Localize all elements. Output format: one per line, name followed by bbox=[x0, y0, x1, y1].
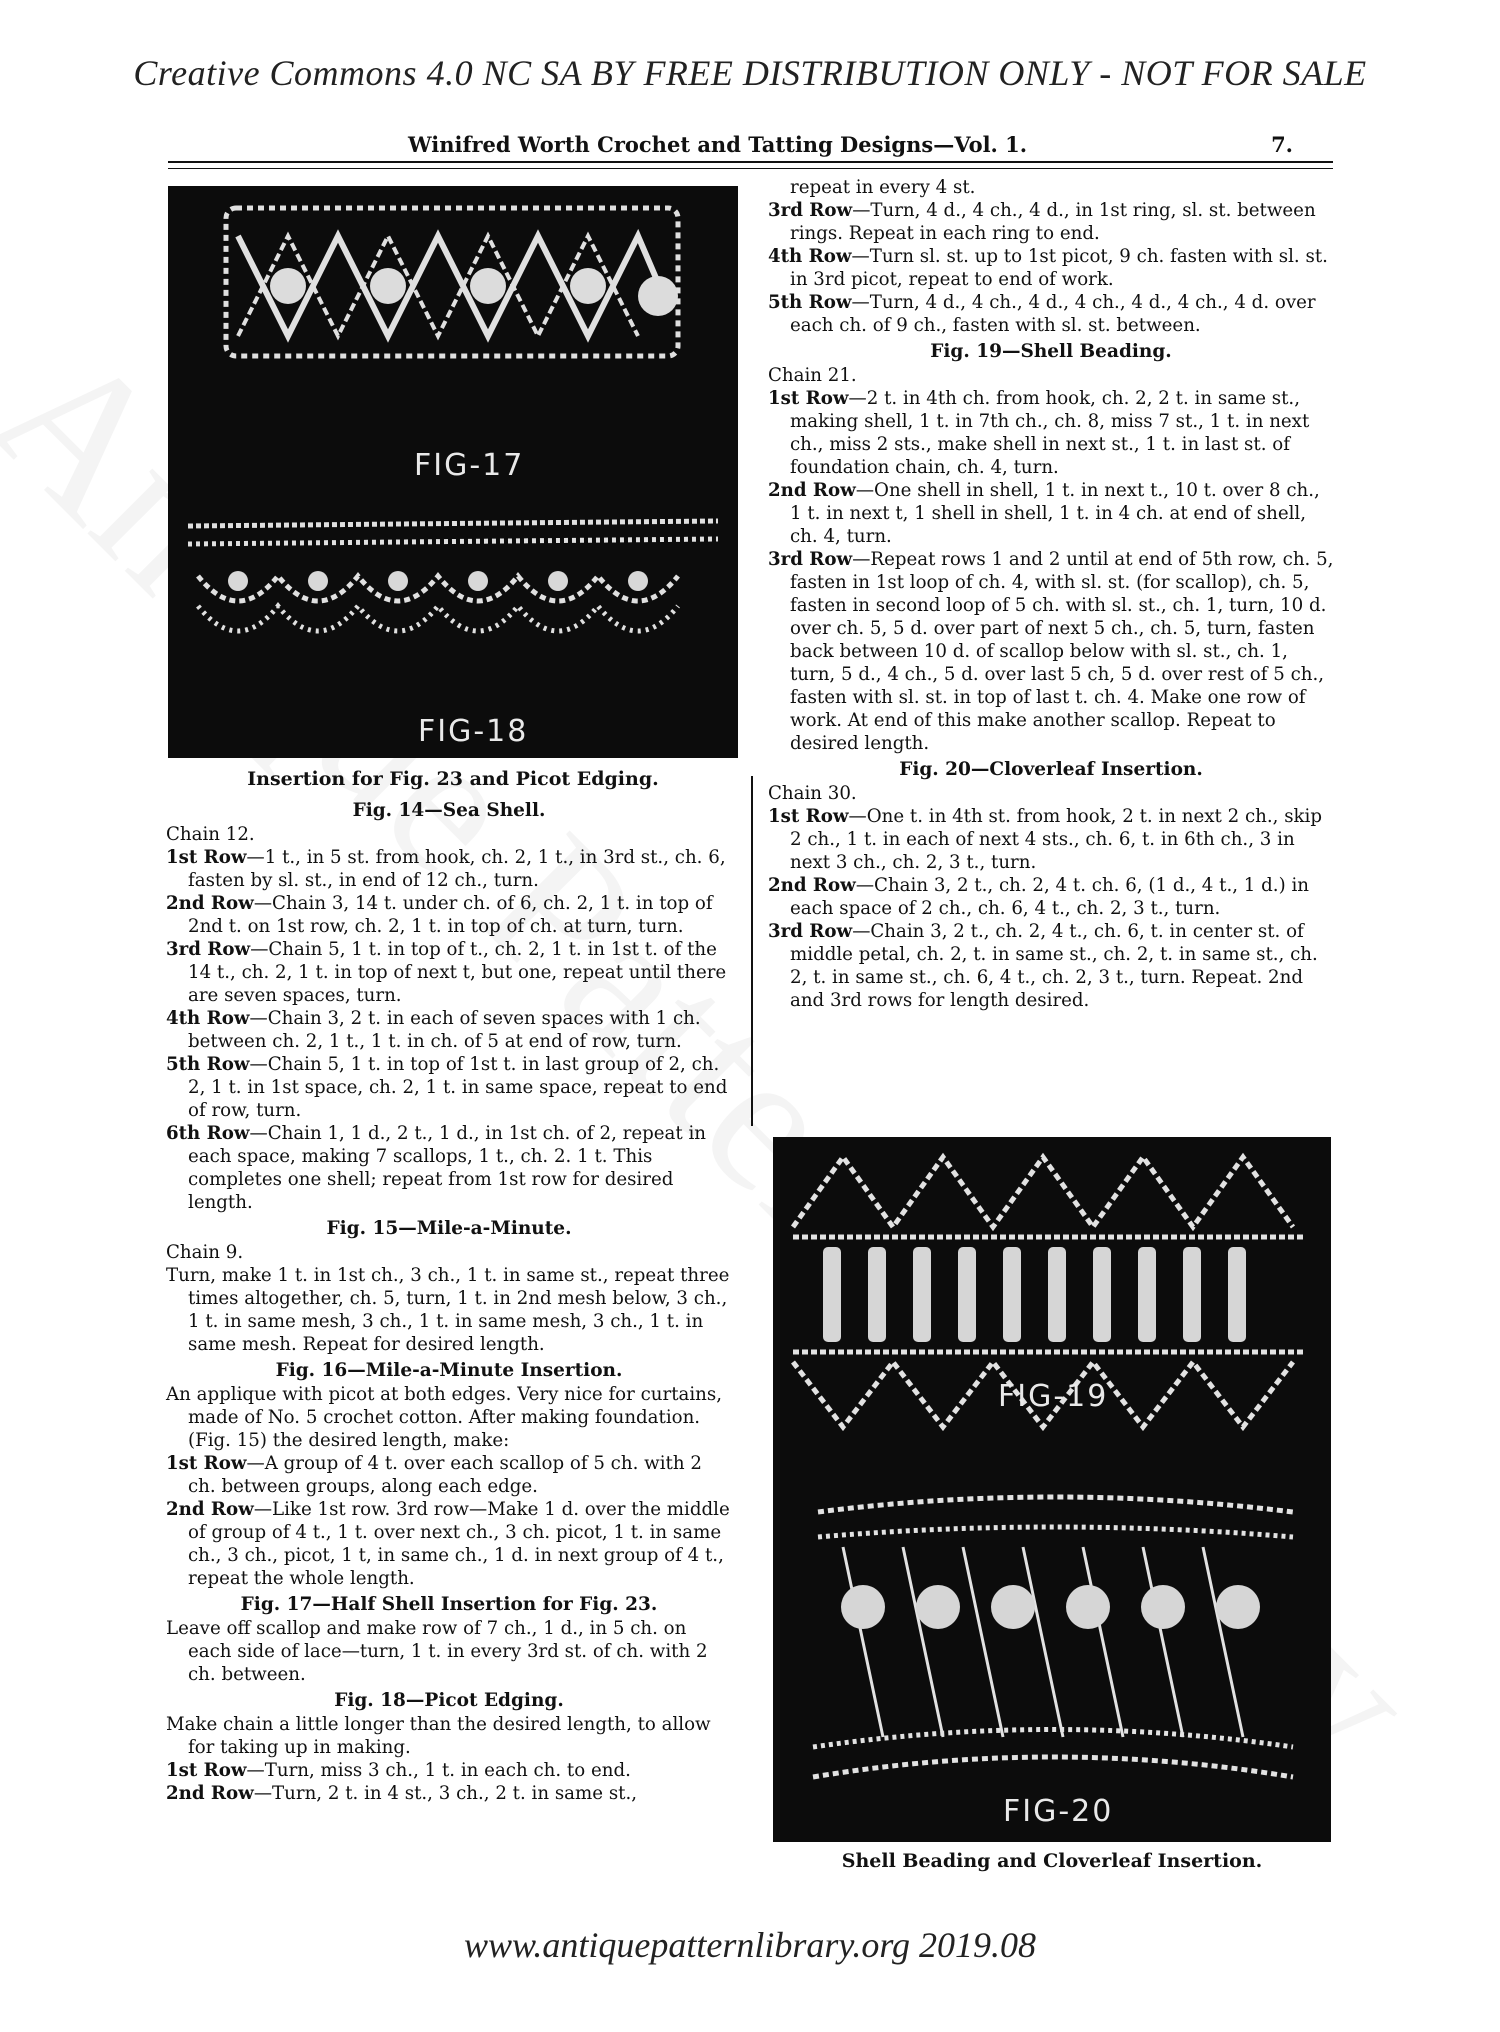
fig18-row2: 2nd Row—Turn, 2 t. in 4 st., 3 ch., 2 t. in same st., bbox=[166, 1783, 638, 1804]
fig-19-label: FIG-19 bbox=[998, 1379, 1109, 1414]
fig20-chain: Chain 30. bbox=[768, 783, 857, 804]
fig14-row5: 5th Row—Chain 5, 1 t. in top of 1st t. in last group of 2, ch. 2, 1 t. in 1st space, ch. 2, 1 t. in same space, repeat to end of row, turn. bbox=[166, 1054, 728, 1121]
fig-17-label: FIG-17 bbox=[414, 448, 525, 483]
fig-20-label: FIG-20 bbox=[1003, 1794, 1114, 1829]
fig14-row2: 2nd Row—Chain 3, 14 t. under ch. of 6, ch. 2, 1 t. in top of 2nd t. on 1st row, ch. 2, 1 t. in top of ch. at turn, turn. bbox=[166, 893, 713, 937]
page-header bbox=[168, 132, 1333, 162]
fig18-intro: Make chain a little longer than the desired length, to allow for taking up in making. bbox=[166, 1714, 711, 1758]
fig20-row1: 1st Row—One t. in 4th st. from hook, 2 t. in next 2 ch., skip 2 ch., 1 t. in each of next 4 sts., ch. 6, t. in 6th ch., 3 in next 3 ch., ch. 2, 3 t., turn. bbox=[768, 806, 1323, 873]
fig14-heading: Fig. 14—Sea Shell. bbox=[352, 800, 546, 821]
fig14-chain: Chain 12. bbox=[166, 824, 255, 845]
fig16-row2: 2nd Row—Like 1st row. 3rd row—Make 1 d. over the middle of group of 4 t., 1 t. over next ch., 3 ch. picot, 1 t. in same ch., 3 ch., picot, 1 t, in same ch., 1 d. in next group of 4 t., repeat the whole length. bbox=[166, 1499, 730, 1589]
fig20-row3: 3rd Row—Chain 3, 2 t., ch. 2, 4 t., ch. 6, t. in center st. of middle petal, ch. 2, t. in same st., ch. 2, t. in same st., ch. 2, t. in same st., ch. 6, 4 t., ch. 2, 3 t., turn. Repeat. 2nd and 3rd rows for length desired. bbox=[768, 921, 1318, 1011]
fig18-row5: 5th Row—Turn, 4 d., 4 ch., 4 d., 4 ch., 4 d., 4 ch., 4 d. over each ch. of 9 ch., fasten with sl. st. between. bbox=[768, 292, 1316, 336]
header-rule-thin bbox=[168, 168, 1333, 169]
fig19-row3: 3rd Row—Repeat rows 1 and 2 until at end of 5th row, ch. 5, fasten in 1st loop of ch. 4, with sl. st. (for scallop), ch. 5, fasten in second loop of 5 ch. with sl. st., ch. 1, turn, 10 d. over ch. 5, 5 d. over part of next 5 ch., ch. 5, turn, fasten back between 10 d. of scallop below with sl. st., ch. 1, turn, 5 d., 4 ch., 5 d. over last 5 ch, 5 d. over rest of 5 ch., fasten with sl. st. in top of last t. ch. 4. Make one row of work. At end of this make another scallop. Repeat to desired length. bbox=[768, 549, 1334, 754]
fig17-text: Leave off scallop and make row of 7 ch., 1 d., in 5 ch. on each side of lace—turn, 1 t. in every 3rd st. of ch. with 2 ch. between. bbox=[166, 1618, 708, 1685]
fig14-row6: 6th Row—Chain 1, 1 d., 2 t., 1 d., in 1st ch. of 2, repeat in each space, making 7 scallops, 1 t., ch. 2. 1 t. This completes one shell; repeat from 1st row for desired length. bbox=[166, 1123, 706, 1213]
fig19-row2: 2nd Row—One shell in shell, 1 t. in next t., 10 t. over 8 ch., 1 t. in next t, 1 shell in shell, 1 t. in 4 ch. at end of shell, ch. 4, turn. bbox=[768, 480, 1320, 547]
fig18-row3: 3rd Row—Turn, 4 d., 4 ch., 4 d., in 1st ring, sl. st. between rings. Repeat in each ring to end. bbox=[768, 200, 1316, 244]
left-figure-caption: Insertion for Fig. 23 and Picot Edging. bbox=[247, 768, 659, 790]
license-banner: Creative Commons 4.0 NC SA BY FREE DISTRIBUTION ONLY - NOT FOR SALE bbox=[133, 53, 1367, 93]
page-number: 7. bbox=[1271, 132, 1293, 157]
fig20-heading: Fig. 20—Cloverleaf Insertion. bbox=[899, 759, 1203, 780]
right-figure-caption: Shell Beading and Cloverleaf Insertion. bbox=[841, 1850, 1263, 1872]
column-divider bbox=[751, 776, 753, 1126]
fig14-row4: 4th Row—Chain 3, 2 t. in each of seven spaces with 1 ch. between ch. 2, 1 t., 1 t. in ch. of 5 at end of row, turn. bbox=[166, 1008, 701, 1052]
fig15-text: Turn, make 1 t. in 1st ch., 3 ch., 1 t. in same st., repeat three times altogether, ch. 5, turn, 1 t. in 2nd mesh below, 3 ch., 1 t. in same mesh, 3 ch., 1 t. in same mesh, 3 ch., 1 t. in same mesh. Repeat for desired length. bbox=[166, 1265, 730, 1355]
fig16-intro: An applique with picot at both edges. Very nice for curtains, made of No. 5 crochet cotton. After making foundation. (Fig. 15) the desired length, make: bbox=[166, 1384, 722, 1451]
fig14-row1: 1st Row—1 t., in 5 st. from hook, ch. 2, 1 t., in 3rd st., ch. 6, fasten by sl. st., in end of 12 ch., turn. bbox=[166, 847, 726, 891]
fig19-chain: Chain 21. bbox=[768, 365, 857, 386]
fig15-heading: Fig. 15—Mile-a-Minute. bbox=[326, 1218, 572, 1239]
running-title: Winifred Worth Crochet and Tatting Designs—Vol. 1. bbox=[408, 132, 1028, 157]
figure-17-18-photo bbox=[168, 186, 738, 758]
left-column-text bbox=[166, 796, 732, 1805]
fig-18-label: FIG-18 bbox=[418, 714, 529, 749]
fig20-row2: 2nd Row—Chain 3, 2 t., ch. 2, 4 t. ch. 6, (1 d., 4 t., 1 d.) in each space of 2 ch., ch. 6, 4 t., ch. 2, 3 t., turn. bbox=[768, 875, 1309, 919]
fig19-heading: Fig. 19—Shell Beading. bbox=[930, 341, 1172, 362]
lace-illustration-19-20 bbox=[773, 1137, 1331, 1842]
fig16-row1: 1st Row—A group of 4 t. over each scallop of 5 ch. with 2 ch. between groups, along each edge. bbox=[166, 1453, 702, 1497]
header-rule bbox=[168, 161, 1333, 163]
figure-19-20-photo bbox=[773, 1137, 1331, 1842]
continued-row: repeat in every 4 st. bbox=[790, 177, 976, 198]
fig15-chain: Chain 9. bbox=[166, 1242, 244, 1263]
right-column-text bbox=[768, 176, 1334, 1012]
fig18-row4: 4th Row—Turn sl. st. up to 1st picot, 9 ch. fasten with sl. st. in 3rd picot, repeat to end of work. bbox=[768, 246, 1328, 290]
fig16-heading: Fig. 16—Mile-a-Minute Insertion. bbox=[275, 1360, 623, 1381]
fig18-heading: Fig. 18—Picot Edging. bbox=[334, 1690, 564, 1711]
footer-url: www.antiquepatternlibrary.org 2019.08 bbox=[463, 1925, 1037, 1965]
fig17-heading: Fig. 17—Half Shell Insertion for Fig. 23. bbox=[240, 1594, 658, 1615]
fig19-row1: 1st Row—2 t. in 4th ch. from hook, ch. 2, 2 t. in same st., making shell, 1 t. in 7th ch., ch. 8, miss 7 st., 1 t. in next ch., miss 2 sts., make shell in next st., 1 t. in last st. of foundation chain, ch. 4, turn. bbox=[768, 388, 1310, 478]
fig18-row1: 1st Row—Turn, miss 3 ch., 1 t. in each ch. to end. bbox=[166, 1760, 631, 1781]
fig14-row3: 3rd Row—Chain 5, 1 t. in top of t., ch. 2, 1 t. in 1st t. of the 14 t., ch. 2, 1 t. in top of next t, but one, repeat until there are seven spaces, turn. bbox=[166, 939, 727, 1006]
